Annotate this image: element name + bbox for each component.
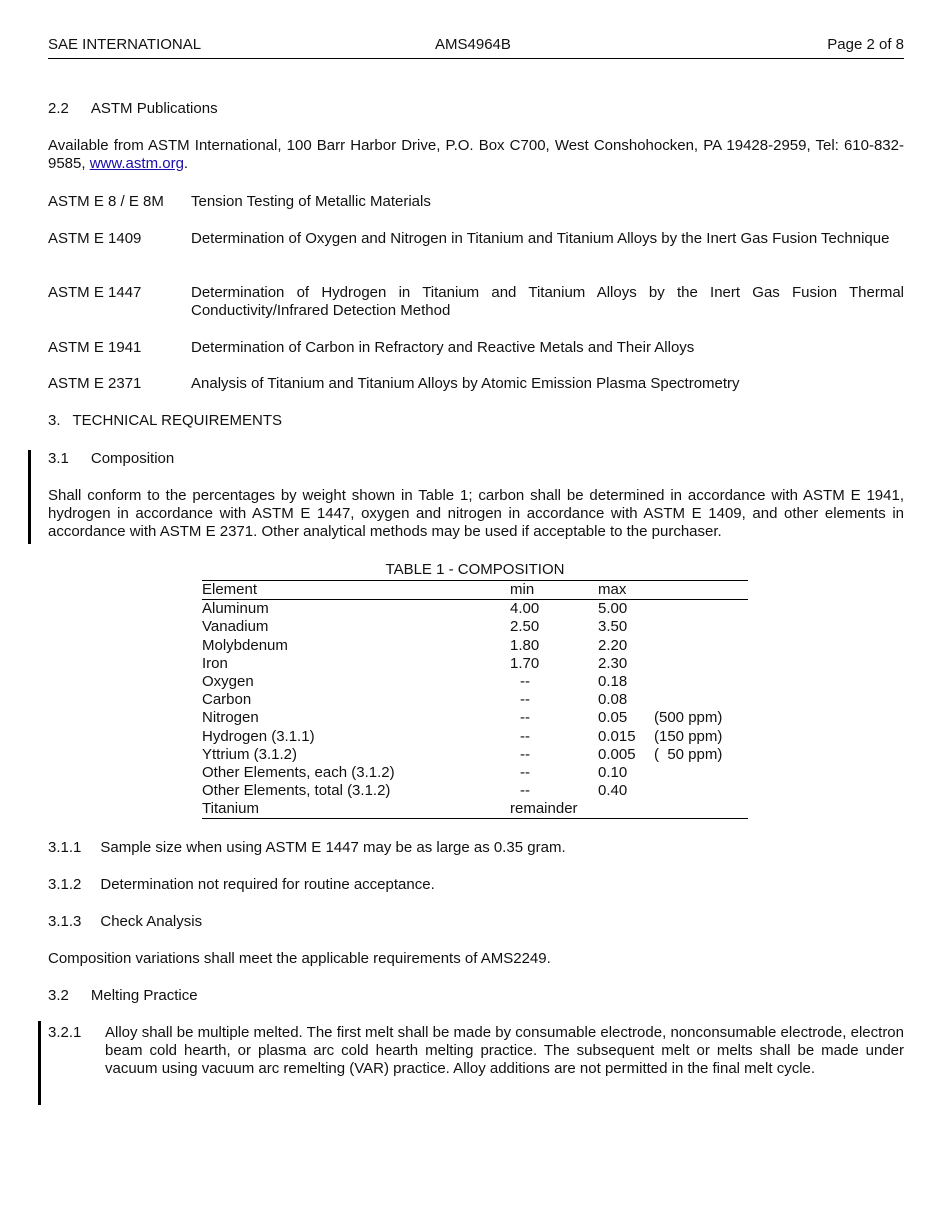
table-row: Molybdenum 1.80 2.20 [202,636,628,654]
section-3-heading [48,412,904,430]
reference-row [48,230,904,266]
table-row: Oxygen -- 0.18 [202,673,628,691]
reference-row [48,375,904,393]
section-text: Sample size when using ASTM E 1447 may be as large as 0.35 gram. [100,839,566,856]
section-title: TECHNICAL REQUIREMENTS [72,412,282,429]
section-number: 3.1 [48,450,69,467]
column-header-element: Element [202,581,510,600]
section-3-2-1 [48,1024,904,1078]
reference-title: Tension Testing of Metallic Materials [191,193,431,210]
column-header-note [654,581,748,600]
section-2-2-heading [48,100,904,118]
column-header-max: max [598,581,654,600]
astm-availability-paragraph: Available from ASTM International, 100 Barr Harbor Drive, P.O. Box C700, West Conshohocken, PA 19428-2959, Tel: 610-832-9585, www.astm.org. [48,137,904,172]
table-row: Aluminum 4.00 5.00 [202,600,628,618]
table-row: Yttrium (3.1.2) -- 0.005 ( 50 ppm) [202,745,723,763]
reference-code: ASTM E 2371 [48,375,142,392]
table-row: Nitrogen -- 0.05 (500 ppm) [202,709,723,727]
table-caption: TABLE 1 - COMPOSITION [385,561,565,578]
reference-code: ASTM E 1941 [48,339,142,356]
reference-row [48,193,904,211]
melting-practice-paragraph: Alloy shall be multiple melted. The first melt shall be made by consumable electrode, nonconsumable electrode, electron beam cold hearth, or plasma arc cold hearth melting practice. The subsequent melt or melts shall be made under vacuum using vacuum arc remelting (VAR) practice. Alloy additions are not permitted in the final melt cycle. [105,1024,904,1077]
header-org: SAE INTERNATIONAL [48,36,202,53]
section-3-1-heading [48,450,904,468]
header-page-number: Page 2 of 8 [827,36,904,53]
table-row: Hydrogen (3.1.1) -- 0.015 (150 ppm) [202,727,723,745]
section-title: Composition [90,450,175,467]
reference-row [48,339,904,357]
check-analysis-paragraph: Composition variations shall meet the applicable requirements of AMS2249. [48,950,551,967]
section-title: ASTM Publications [90,100,218,117]
reference-title: Determination of Carbon in Refractory and Reactive Metals and Their Alloys [191,339,695,356]
column-header-min: min [510,581,598,600]
page-header [48,36,904,59]
revision-change-bar [28,450,31,544]
section-number: 3. [48,412,61,429]
table-header-row [202,581,748,600]
section-number: 3.2.1 [48,1024,82,1041]
section-number: 2.2 [48,100,69,117]
header-doc-id: AMS4964B [435,36,511,53]
reference-code: ASTM E 8 / E 8M [48,193,164,210]
revision-change-bar [38,1021,41,1105]
section-title: Check Analysis [100,913,203,930]
section-title: Melting Practice [90,987,198,1004]
composition-table [202,580,748,819]
astm-website-link[interactable]: www.astm.org [89,155,184,172]
section-3-2-heading [48,987,904,1005]
section-text: Determination not required for routine acceptance. [100,876,435,893]
table-row: Carbon -- 0.08 [202,691,628,709]
table-row: Titanium remainder [202,800,748,819]
section-number: 3.1.2 [48,876,82,893]
section-number: 3.1.1 [48,839,82,856]
section-number: 3.1.3 [48,913,82,930]
table-row: Other Elements, total (3.1.2) -- 0.40 [202,782,628,800]
table-row: Other Elements, each (3.1.2) -- 0.10 [202,763,628,781]
composition-paragraph: Shall conform to the percentages by weight shown in Table 1; carbon shall be determined in accordance with ASTM E 1941, hydrogen in accordance with ASTM E 1447, oxygen and nitrogen in accordance with ASTM E 1409, and other elements in accordance with ASTM E 2371. Other analytical methods may be used if acceptable to the purchaser. [48,487,904,540]
table-row: Vanadium 2.50 3.50 [202,618,628,636]
reference-title: Determination of Hydrogen in Titanium and Titanium Alloys by the Inert Gas Fusion Thermal Conductivity/Infrared Detection Method [191,284,904,319]
table-row: Iron 1.70 2.30 [202,654,628,672]
section-3-1-3-heading [48,913,904,931]
section-3-1-1 [48,839,904,857]
reference-title: Determination of Oxygen and Nitrogen in Titanium and Titanium Alloys by the Inert Gas Fusion Technique [191,230,890,247]
section-number: 3.2 [48,987,69,1004]
reference-title: Analysis of Titanium and Titanium Alloys by Atomic Emission Plasma Spectrometry [191,375,740,392]
reference-row [48,284,904,320]
section-3-1-2 [48,876,904,894]
reference-code: ASTM E 1447 [48,284,142,301]
reference-code: ASTM E 1409 [48,230,142,247]
